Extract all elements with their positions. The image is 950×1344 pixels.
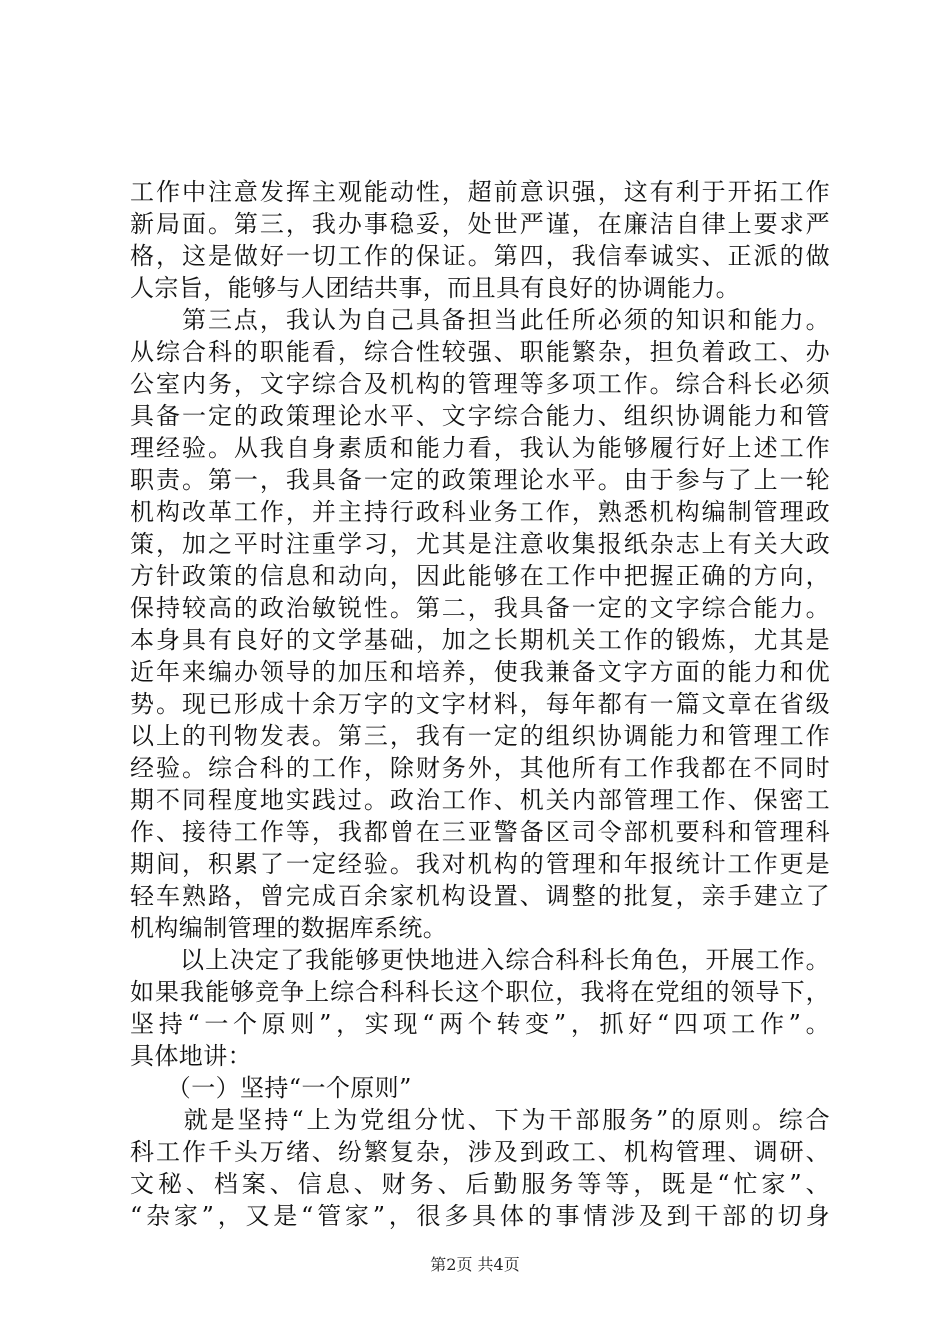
text-line: 坚持“一个原则”，实现“两个转变”，抓好“四项工作”。 bbox=[130, 1010, 830, 1038]
text-line: 第三点，我认为自己具备担当此任所必须的知识和能力。 bbox=[130, 306, 830, 334]
text-line: 本身具有良好的文学基础，加之长期机关工作的锻炼，尤其是 bbox=[130, 626, 830, 654]
text-line: 人宗旨，能够与人团结共事，而且具有良好的协调能力。 bbox=[130, 274, 740, 302]
text-line: 公室内务，文字综合及机构的管理等多项工作。综合科长必须 bbox=[130, 370, 830, 398]
text-line: 以上决定了我能够更快地进入综合科科长角色，开展工作。 bbox=[130, 946, 830, 974]
text-line: 保持较高的政治敏锐性。第二，我具备一定的文字综合能力。 bbox=[130, 594, 830, 622]
text-line: 期间，积累了一定经验。我对机构的管理和年报统计工作更是 bbox=[130, 850, 830, 878]
text-line: 职责。第一，我具备一定的政策理论水平。由于参与了上一轮 bbox=[130, 466, 830, 494]
text-line: 新局面。第三，我办事稳妥，处世严谨，在廉洁自律上要求严 bbox=[130, 210, 830, 238]
text-line: 机构编制管理的数据库系统。 bbox=[130, 914, 448, 942]
text-line: 以上的刊物发表。第三，我有一定的组织协调能力和管理工作 bbox=[130, 722, 830, 750]
text-line: “杂家”，又是“管家”，很多具体的事情涉及到干部的切身 bbox=[130, 1202, 830, 1230]
text-line: 经验。综合科的工作，除财务外，其他所有工作我都在不同时 bbox=[130, 754, 830, 782]
text-line: 就是坚持“上为党组分忧、下为干部服务”的原则。综合 bbox=[130, 1106, 830, 1134]
text-line: 理经验。从我自身素质和能力看，我认为能够履行好上述工作 bbox=[130, 434, 830, 462]
text-line: 方针政策的信息和动向，因此能够在工作中把握正确的方向， bbox=[130, 562, 830, 590]
text-line: 期不同程度地实践过。政治工作、机关内部管理工作、保密工 bbox=[130, 786, 830, 814]
text-line: 作、接待工作等，我都曾在三亚警备区司令部机要科和管理科 bbox=[130, 818, 830, 846]
section-heading: （一）坚持“一个原则” bbox=[130, 1074, 412, 1102]
text-line: 势。现已形成十余万字的文字材料，每年都有一篇文章在省级 bbox=[130, 690, 830, 718]
text-line: 机构改革工作，并主持行政科业务工作，熟悉机构编制管理政 bbox=[130, 498, 830, 526]
text-line: 如果我能够竞争上综合科科长这个职位，我将在党组的领导下， bbox=[130, 978, 830, 1006]
text-line: 策，加之平时注重学习，尤其是注意收集报纸杂志上有关大政 bbox=[130, 530, 830, 558]
page-number-footer: 第2页 共4页 bbox=[430, 1255, 520, 1274]
text-line: 文秘、档案、信息、财务、后勤服务等等，既是“忙家”、 bbox=[130, 1170, 830, 1198]
text-line: 工作中注意发挥主观能动性，超前意识强，这有利于开拓工作 bbox=[130, 178, 830, 206]
text-line: 科工作千头万绪、纷繁复杂，涉及到政工、机构管理、调研、 bbox=[130, 1138, 830, 1166]
text-line: 从综合科的职能看，综合性较强、职能繁杂，担负着政工、办 bbox=[130, 338, 830, 366]
text-line: 近年来编办领导的加压和培养，使我兼备文字方面的能力和优 bbox=[130, 658, 830, 686]
document-body bbox=[130, 176, 830, 1232]
text-line: 格，这是做好一切工作的保证。第四，我信奉诚实、正派的做 bbox=[130, 242, 830, 270]
text-line: 具体地讲： bbox=[130, 1042, 252, 1070]
text-line: 轻车熟路，曾完成百余家机构设置、调整的批复，亲手建立了 bbox=[130, 882, 830, 910]
text-line: 具备一定的政策理论水平、文字综合能力、组织协调能力和管 bbox=[130, 402, 830, 430]
